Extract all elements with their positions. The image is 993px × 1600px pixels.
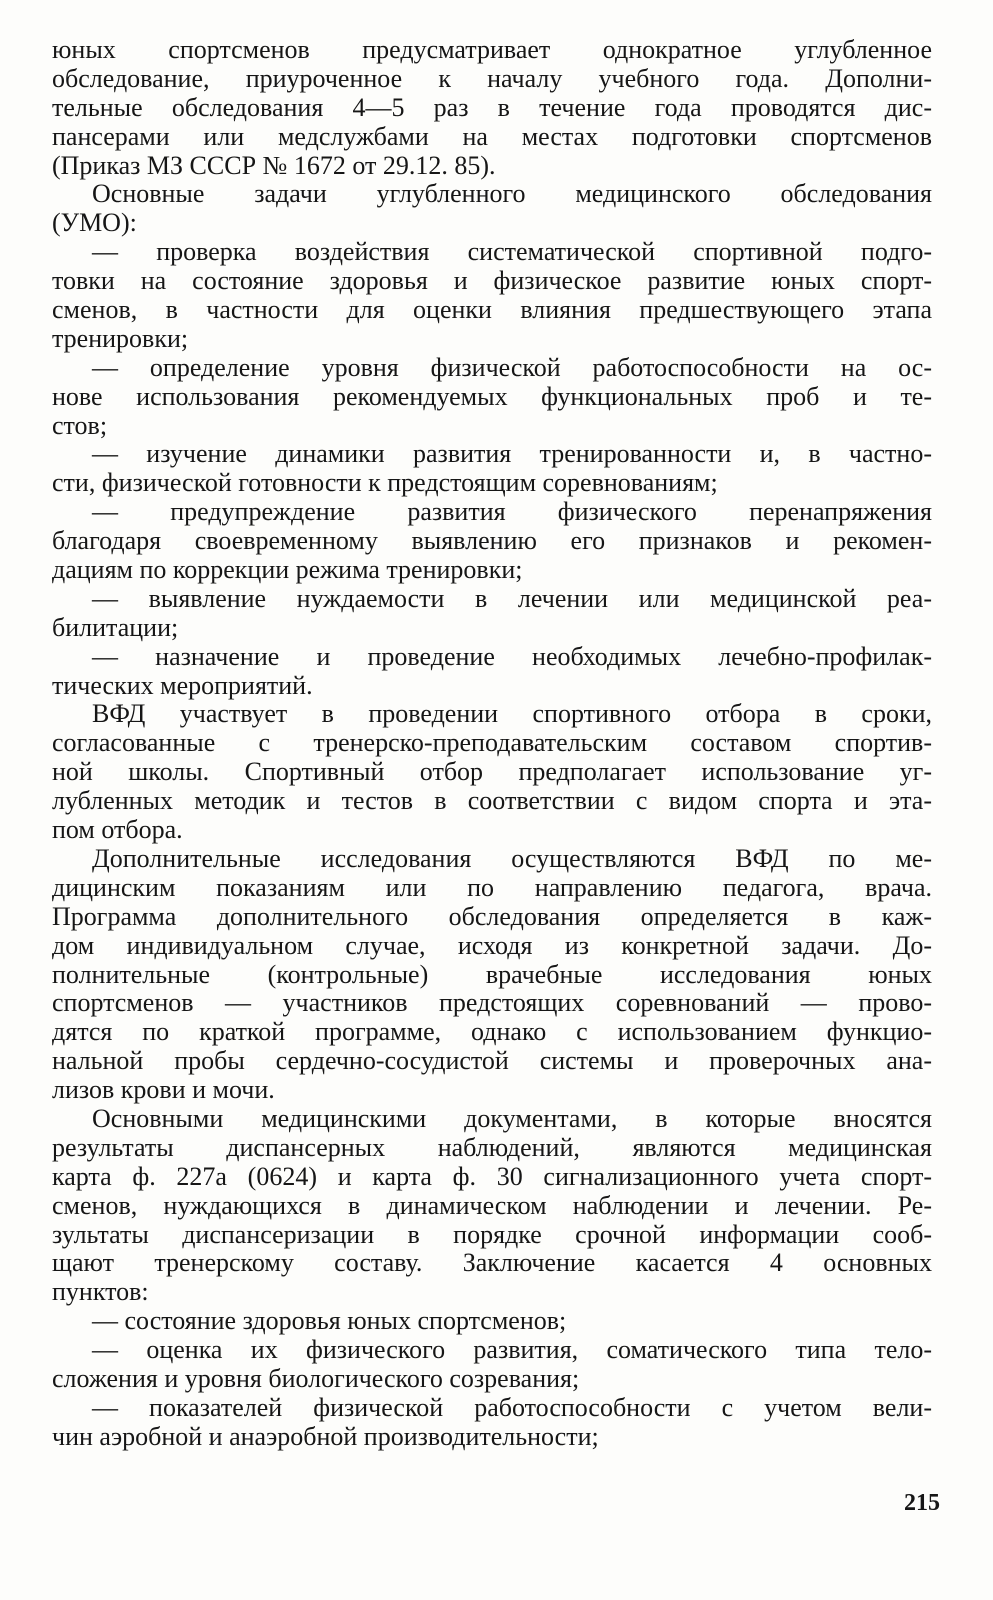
- text-line: нове использования рекомендуемых функциональных проб и те-: [52, 381, 932, 411]
- text-line: дациям по коррекции режима тренировки;: [52, 555, 523, 585]
- text-line: тических мероприятий.: [52, 670, 313, 700]
- text-line: пунктов:: [52, 1277, 149, 1307]
- text-line: дятся по краткой программе, однако с использованием функцио-: [52, 1017, 932, 1047]
- text-line: — выявление нуждаемости в лечении или медицинской реа-: [92, 583, 932, 613]
- text-line: сменов, нуждающихся в динамическом наблюдении и лечении. Ре-: [52, 1190, 932, 1220]
- text-line: дом индивидуальном случае, исходя из конкретной задачи. До-: [52, 930, 932, 960]
- text-line: пансерами или медслужбами на местах подготовки спортсменов: [52, 121, 932, 151]
- text-line: карта ф. 227а (0624) и карта ф. 30 сигнализационного учета спорт-: [52, 1161, 932, 1191]
- text-line: юных спортсменов предусматривает однократное углубленное: [52, 35, 932, 64]
- text-line: Программа дополнительного обследования определяется в каж-: [52, 901, 932, 931]
- text-line: — предупреждение развития физического перенапряжения: [92, 497, 932, 527]
- text-line: дицинским показаниям или по направлению педагога, врача.: [52, 872, 932, 902]
- text-line: согласованные с тренерско-преподавательским составом спортив-: [52, 728, 932, 758]
- body-text: [52, 36, 932, 1452]
- text-line: ной школы. Спортивный отбор предполагает использование уг-: [52, 757, 932, 787]
- text-line: (УМО):: [52, 208, 137, 238]
- text-line: зультаты диспансеризации в порядке срочной информации сооб-: [52, 1219, 932, 1249]
- text-line: нальной пробы сердечно-сосудистой системы и проверочных ана-: [52, 1046, 932, 1076]
- text-line: Основными медицинскими документами, в которые вносятся: [92, 1103, 932, 1133]
- text-line: — назначение и проведение необходимых лечебно-профилак-: [92, 641, 932, 671]
- text-line: результаты диспансерных наблюдений, являются медицинская: [52, 1132, 932, 1162]
- text-line: товки на состояние здоровья и физическое развитие юных спорт-: [52, 266, 932, 296]
- text-line: обследование, приуроченное к началу учебного года. Дополни-: [52, 63, 932, 93]
- text-line: — состояние здоровья юных спортсменов;: [92, 1306, 567, 1336]
- text-line: Основные задачи углубленного медицинского обследования: [92, 179, 932, 209]
- text-line: лизов крови и мочи.: [52, 1075, 275, 1105]
- text-line: тельные обследования 4—5 раз в течение года проводятся дис-: [52, 92, 932, 122]
- text-line: стов;: [52, 410, 108, 440]
- text-line: спортсменов — участников предстоящих соревнований — прово-: [52, 988, 932, 1018]
- text-line: полнительные (контрольные) врачебные исследования юных: [52, 959, 932, 989]
- text-line: билитации;: [52, 612, 179, 642]
- text-line: ВФД участвует в проведении спортивного отбора в сроки,: [92, 699, 932, 729]
- text-line: — определение уровня физической работоспособности на ос-: [92, 352, 932, 382]
- text-line: — изучение динамики развития тренированности и, в частно-: [92, 439, 932, 469]
- text-line: сменов, в частности для оценки влияния предшествующего этапа: [52, 295, 932, 325]
- text-line: щают тренерскому составу. Заключение касается 4 основных: [52, 1248, 932, 1278]
- text-line: благодаря своевременному выявлению его признаков и рекомен-: [52, 526, 932, 556]
- text-line: — оценка их физического развития, соматического типа тело-: [92, 1335, 932, 1365]
- text-line: — проверка воздействия систематической спортивной подго-: [92, 237, 932, 267]
- text-line: тренировки;: [52, 323, 189, 353]
- page-number: 215: [904, 1490, 940, 1516]
- text-line: лубленных методик и тестов в соответствии с видом спорта и эта-: [52, 786, 932, 816]
- text-line: пом отбора.: [52, 815, 183, 845]
- text-line: чин аэробной и анаэробной производительности;: [52, 1421, 599, 1451]
- text-line: Дополнительные исследования осуществляются ВФД по ме-: [92, 843, 932, 873]
- text-line: сти, физической готовности к предстоящим соревнованиям;: [52, 468, 718, 498]
- text-line: — показателей физической работоспособности с учетом вели-: [92, 1392, 932, 1422]
- text-line: (Приказ МЗ СССР № 1672 от 29.12. 85).: [52, 150, 496, 180]
- text-line: сложения и уровня биологического созревания;: [52, 1363, 580, 1393]
